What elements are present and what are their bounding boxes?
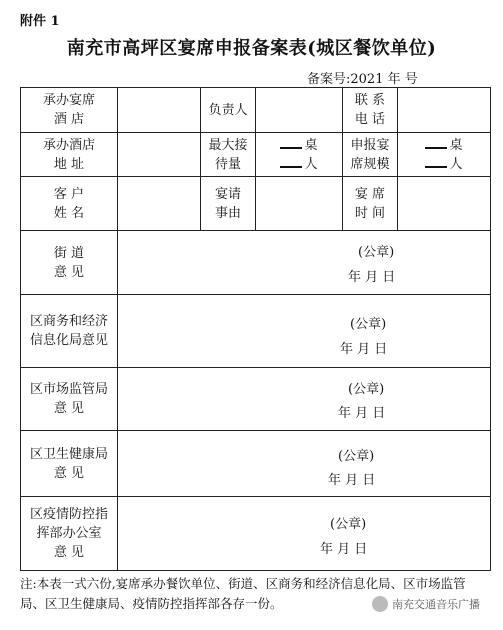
opinion-row	[21, 231, 491, 295]
attachment-label: 附件 1	[20, 14, 60, 29]
date-text: 年 月 日	[340, 342, 388, 357]
record-number: 备案号:2021 年 号	[307, 72, 418, 87]
max-capacity-label: 最大接 待量	[201, 133, 256, 177]
opinion-row	[21, 295, 491, 368]
watermark: 南充交通音乐广播	[372, 596, 480, 612]
opinion-label: 区商务和经济 信息化局意见	[21, 295, 118, 368]
date-text: 年 月 日	[338, 406, 386, 421]
banquet-reason-label: 宴请 事由	[201, 177, 256, 231]
banquet-time-label: 宴 席 时 间	[343, 177, 398, 231]
footnote: 注:本表一式六份,宴席承办餐饮单位、街道、区商务和经济信息化局、区市场监管局、区卫生健康局、疫情防控指挥部各存一份。	[20, 576, 466, 611]
seal-text: (公章)	[358, 245, 395, 260]
opinion-label: 区卫生健康局 意 见	[21, 431, 118, 497]
seal-text: (公章)	[338, 449, 375, 464]
opinion-field[interactable]	[118, 431, 491, 497]
host-hotel-field[interactable]	[118, 88, 201, 133]
hotel-address-label: 承办酒店 地 址	[21, 133, 118, 177]
contact-phone-field[interactable]	[398, 88, 491, 133]
host-hotel-label: 承办宴席 酒 店	[21, 88, 118, 133]
guest-name-field[interactable]	[118, 177, 201, 231]
date-text: 年 月 日	[348, 270, 396, 285]
date-text: 年 月 日	[328, 473, 376, 488]
opinion-field[interactable]	[118, 295, 491, 368]
date-text: 年 月 日	[320, 542, 368, 557]
opinion-label: 街 道 意 见	[21, 231, 118, 295]
banquet-form-table	[20, 87, 491, 571]
opinion-label: 区市场监管局 意 见	[21, 368, 118, 431]
wechat-icon	[372, 596, 388, 612]
banquet-reason-field[interactable]	[256, 177, 343, 231]
opinion-field[interactable]	[118, 368, 491, 431]
max-capacity-field[interactable]: 桌 人	[256, 133, 343, 177]
seal-text: (公章)	[348, 382, 385, 397]
table-row	[21, 133, 491, 177]
guest-name-label: 客 户 姓 名	[21, 177, 118, 231]
form-title: 南充市高坪区宴席申报备案表(城区餐饮单位)	[66, 38, 437, 59]
declared-scale-field[interactable]: 桌 人	[398, 133, 491, 177]
opinion-row	[21, 431, 491, 497]
opinion-field[interactable]	[118, 231, 491, 295]
banquet-time-field[interactable]	[398, 177, 491, 231]
responsible-field[interactable]	[256, 88, 343, 133]
opinion-field[interactable]	[118, 497, 491, 571]
seal-text: (公章)	[330, 517, 367, 532]
opinion-row	[21, 497, 491, 571]
contact-phone-label: 联 系 电 话	[343, 88, 398, 133]
seal-text: (公章)	[350, 317, 387, 332]
opinion-row	[21, 368, 491, 431]
table-row	[21, 88, 491, 133]
hotel-address-field[interactable]	[118, 133, 201, 177]
opinion-label: 区疫情防控指 挥部办公室 意 见	[21, 497, 118, 571]
responsible-label: 负责人	[201, 88, 256, 133]
table-row	[21, 177, 491, 231]
declared-scale-label: 申报宴 席规模	[343, 133, 398, 177]
